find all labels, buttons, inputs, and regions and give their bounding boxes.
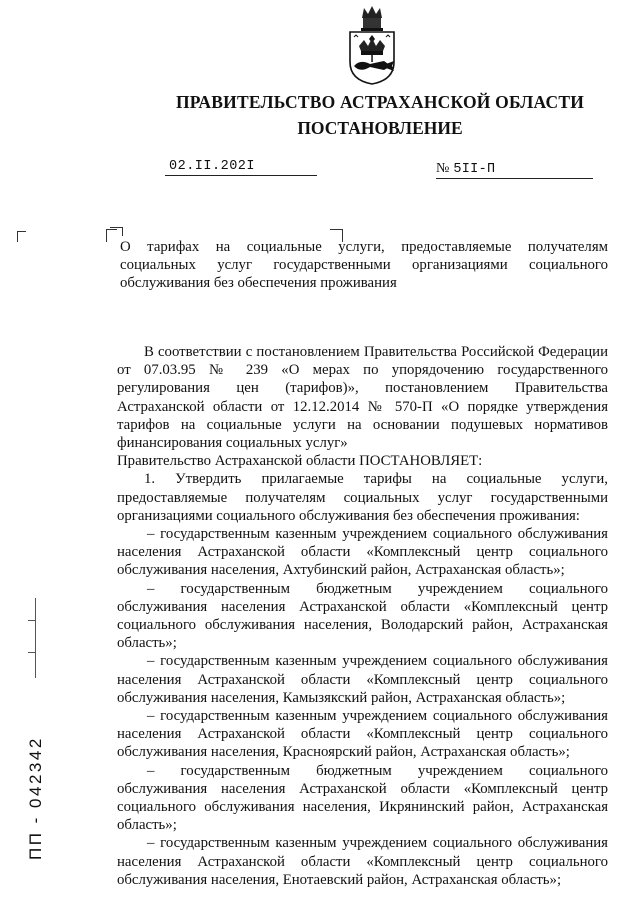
side-registration-code: ПП - 042342 — [26, 736, 45, 860]
resolve-paragraph: Правительство Астраханской области ПОСТАНОВЛЯЕТ: — [117, 453, 483, 470]
margin-line — [35, 598, 36, 678]
number-sign: № — [436, 161, 450, 176]
margin-tick — [28, 652, 36, 653]
document-number-field — [436, 159, 593, 179]
organization-list-item: – государственным бюджетным учреждением социального обслуживания населения Астраханской области «Комплексный центр социального обслуживания населения, Володарский район, Астраханская область»; — [117, 580, 608, 652]
organization-list-item: – государственным казенным учреждением социального обслуживания населения Астраханской области «Комплексный центр социального обслуживания населения, Ахтубинский район, Астраханская область»; — [117, 526, 608, 579]
left-margin-corner-mark — [17, 231, 26, 242]
astrakhan-coat-of-arms-icon — [344, 4, 400, 86]
document-subject: О тарифах на социальные услуги, предоставляемые получателям социальных услуг государственными организациями социального обслуживания без обеспечения проживания — [120, 239, 608, 291]
margin-tick — [28, 620, 36, 621]
government-title: ПРАВИТЕЛЬСТВО АСТРАХАНСКОЙ ОБЛАСТИ — [175, 92, 585, 112]
organization-list-item: – государственным бюджетным учреждением социального обслуживания населения Астраханской области «Комплексный центр социального обслуживания населения, Икрянинский район, Астраханская область»; — [117, 762, 608, 834]
organization-list-item: – государственным казенным учреждением социального обслуживания населения Астраханской области «Комплексный центр социального обслуживания населения, Красноярский район, Астраханская область»; — [117, 708, 608, 761]
organization-list-item: – государственным казенным учреждением социального обслуживания населения Астраханской области «Комплексный центр социального обслуживания населения, Камызякский район, Астраханская область»; — [117, 653, 608, 706]
document-body — [117, 343, 608, 889]
organization-list-item: – государственным казенным учреждением социального обслуживания населения Астраханской области «Комплексный центр социального обслуживания населения, Енотаевский район, Астраханская область»; — [117, 835, 608, 888]
document-number: 5II-П — [453, 162, 496, 177]
item-1-paragraph: 1. Утвердить прилагаемые тарифы на социальные услуги, предоставляемые получателям социальных услуг государственными организациями социального обслуживания без обеспечения проживания: — [117, 471, 608, 524]
document-date: 02.II.202I — [165, 159, 317, 176]
document-type-heading: ПОСТАНОВЛЕНИЕ — [297, 118, 463, 138]
preamble-paragraph: В соответствии с постановлением Правительства Российской Федерации от 07.03.95 № 239 «О мерах по упорядочению государственного регулирования цен (тарифов)», постановлением Правительства Астраханской области от 12.12.2014 № 570-П «О порядке утверждения тарифов на социальные услуги на основании подушевых нормативов финансирования социальных услуг» — [117, 344, 608, 452]
subject-corner-mark-left-inner — [110, 227, 123, 236]
